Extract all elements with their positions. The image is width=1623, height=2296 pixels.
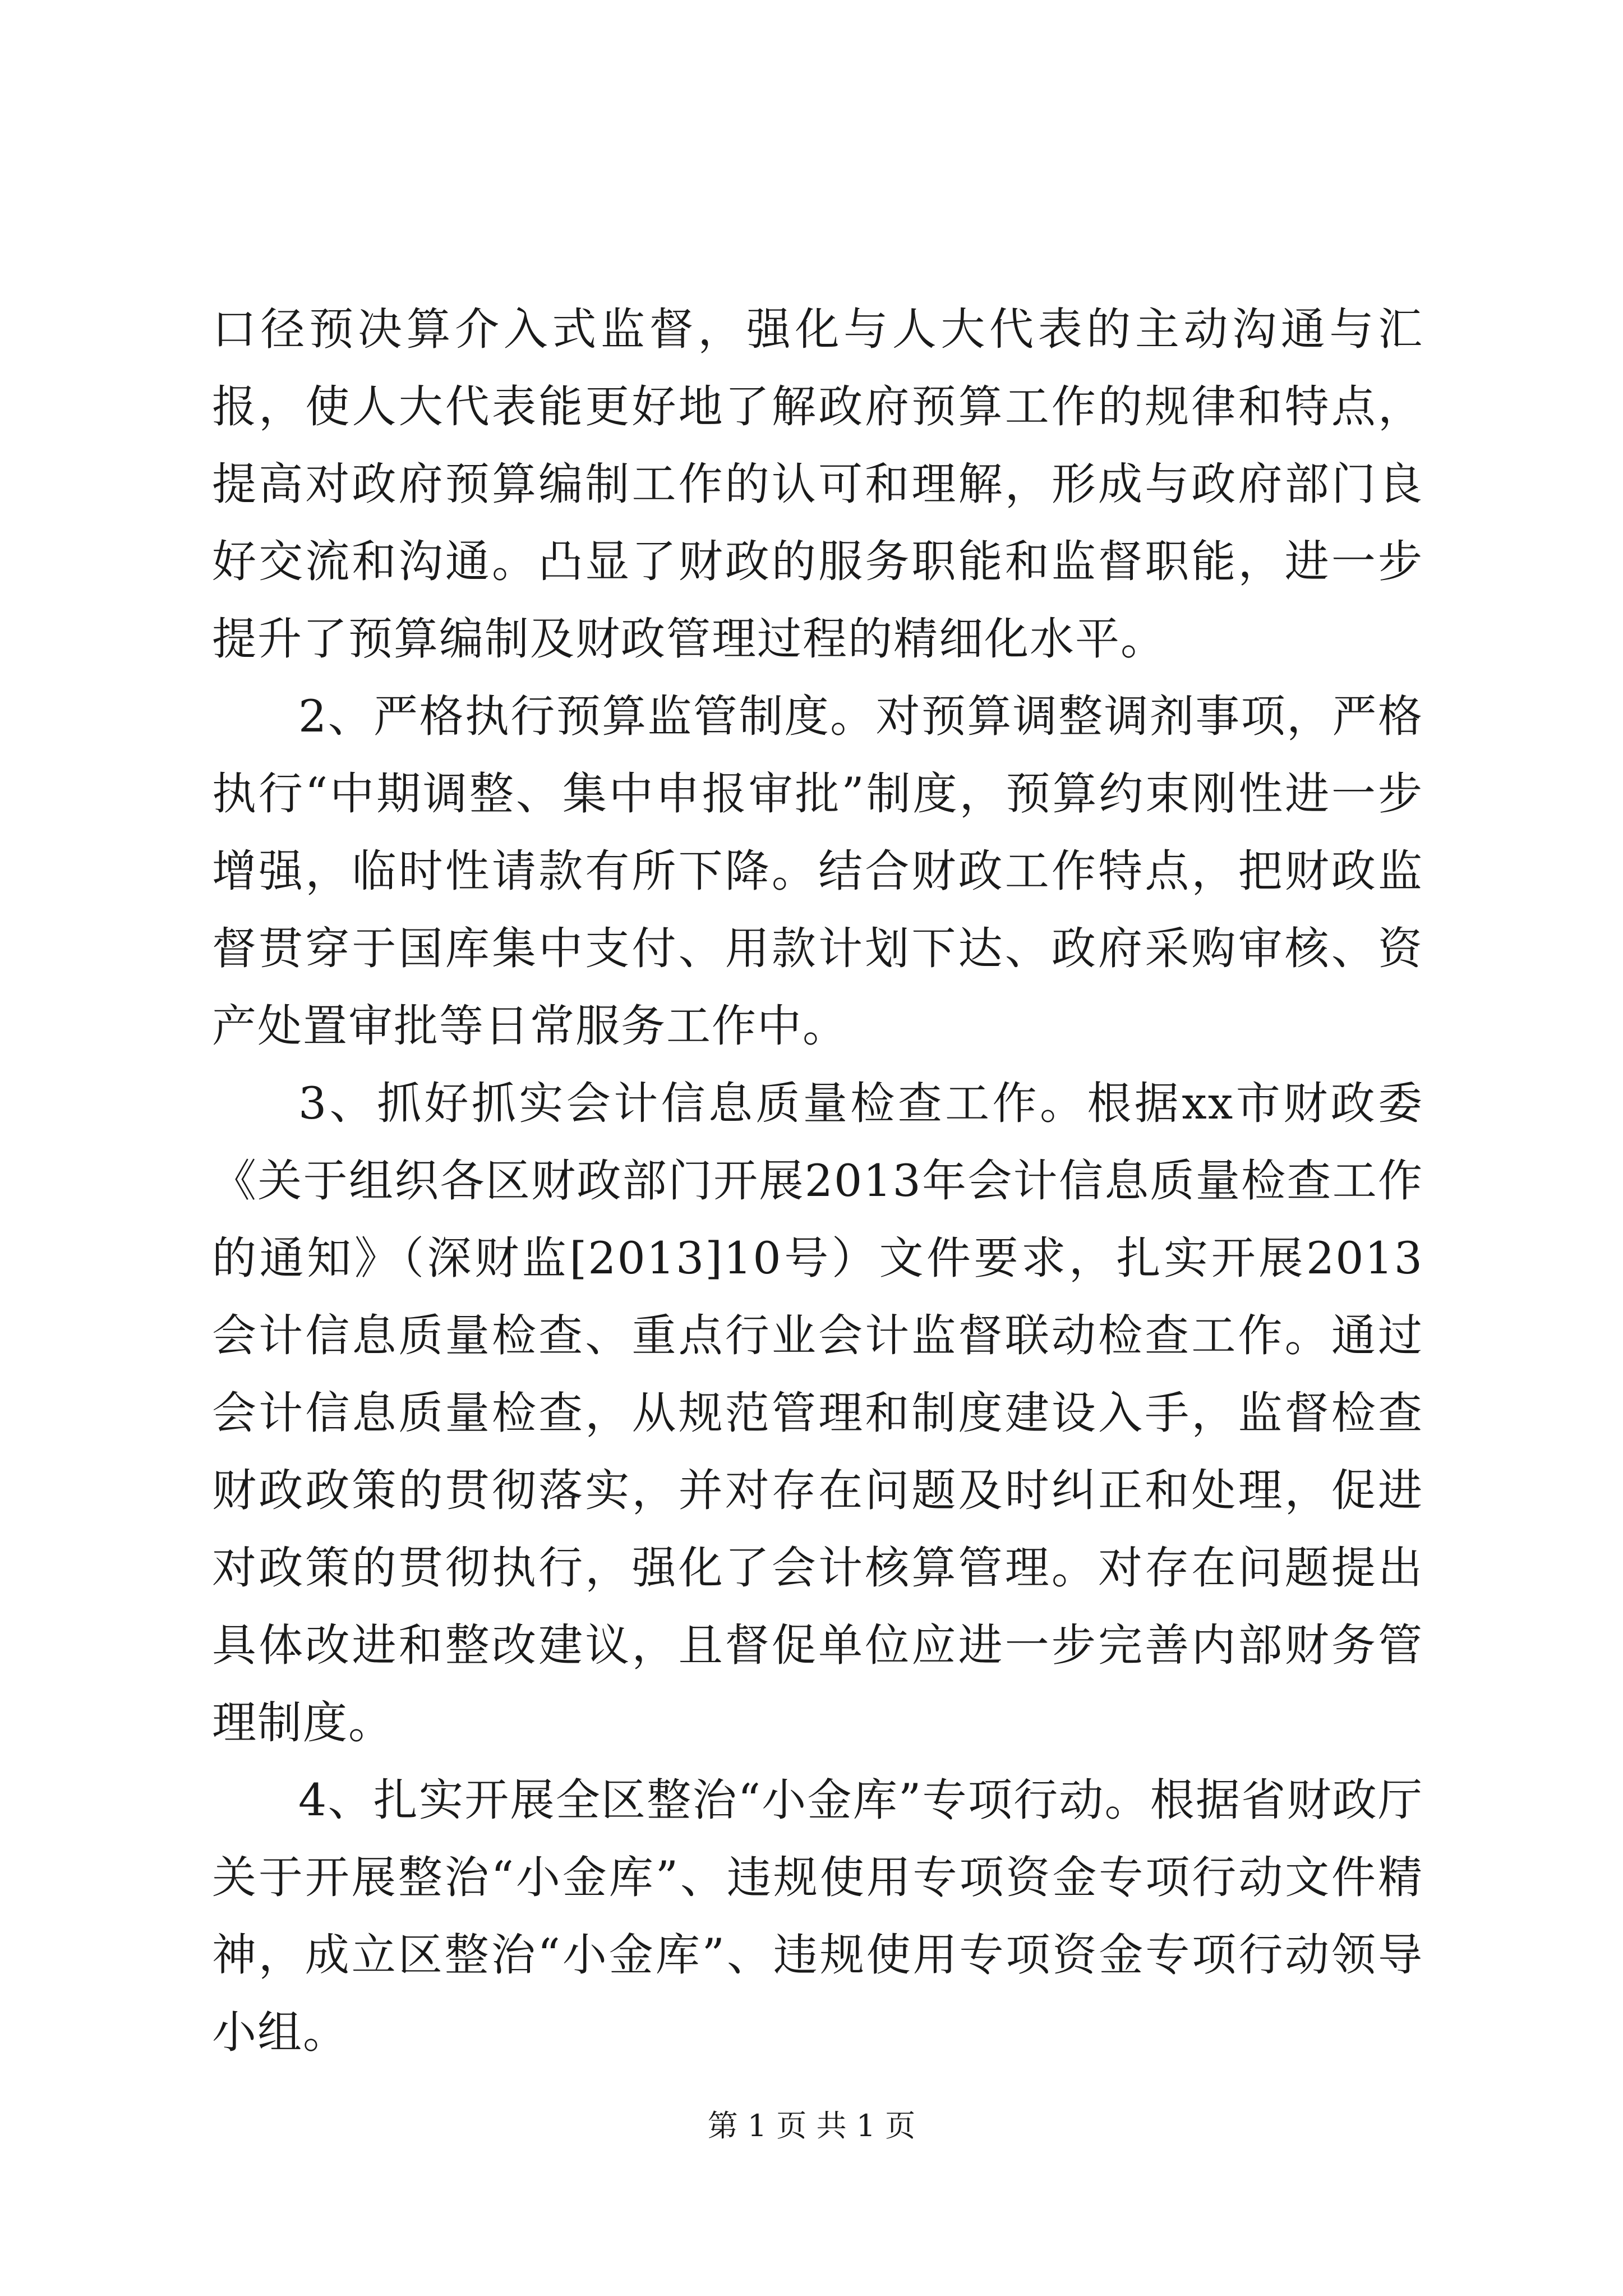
paragraph-continuation: 口径预决算介入式监督，强化与人大代表的主动沟通与汇报，使人大代表能更好地了解政府预算工作的规律和特点，提高对政府预算编制工作的认可和理解，形成与政府部门良好交流和沟通。凸显了财政的服务职能和监督职能，进一步提升了预算编制及财政管理过程的精细化水平。 [212,303,1423,665]
document-body [212,291,1423,2071]
paragraph-item-2: 2、严格执行预算监管制度。对预算调整调剂事项，严格执行“中期调整、集中申报审批”制度，预算约束刚性进一步增强，临时性请款有所下降。结合财政工作特点，把财政监督贯穿于国库集中支付、用款计划下达、政府采购审核、资产处置审批等日常服务工作中。 [212,691,1423,1052]
page-footer: 第 1 页 共 1 页 [707,2108,916,2143]
paragraph-item-3: 3、抓好抓实会计信息质量检查工作。根据xx市财政委《关于组织各区财政部门开展2013年会计信息质量检查工作的通知》（深财监[2013]10号）文件要求，扎实开展2013会计信息质量检查、重点行业会计监督联动检查工作。通过会计信息质量检查，从规范管理和制度建设入手，监督检查财政政策的贯彻落实，并对存在问题及时纠正和处理，促进对政策的贯彻执行，强化了会计核算管理。对存在问题提出具体改进和整改建议，且督促单位应进一步完善内部财务管理制度。 [212,1078,1423,1749]
paragraph-item-4: 4、扎实开展全区整治“小金库”专项行动。根据省财政厅关于开展整治“小金库”、违规使用专项资金专项行动文件精神，成立区整治“小金库”、违规使用专项资金专项行动领导小组。 [212,1774,1423,2058]
